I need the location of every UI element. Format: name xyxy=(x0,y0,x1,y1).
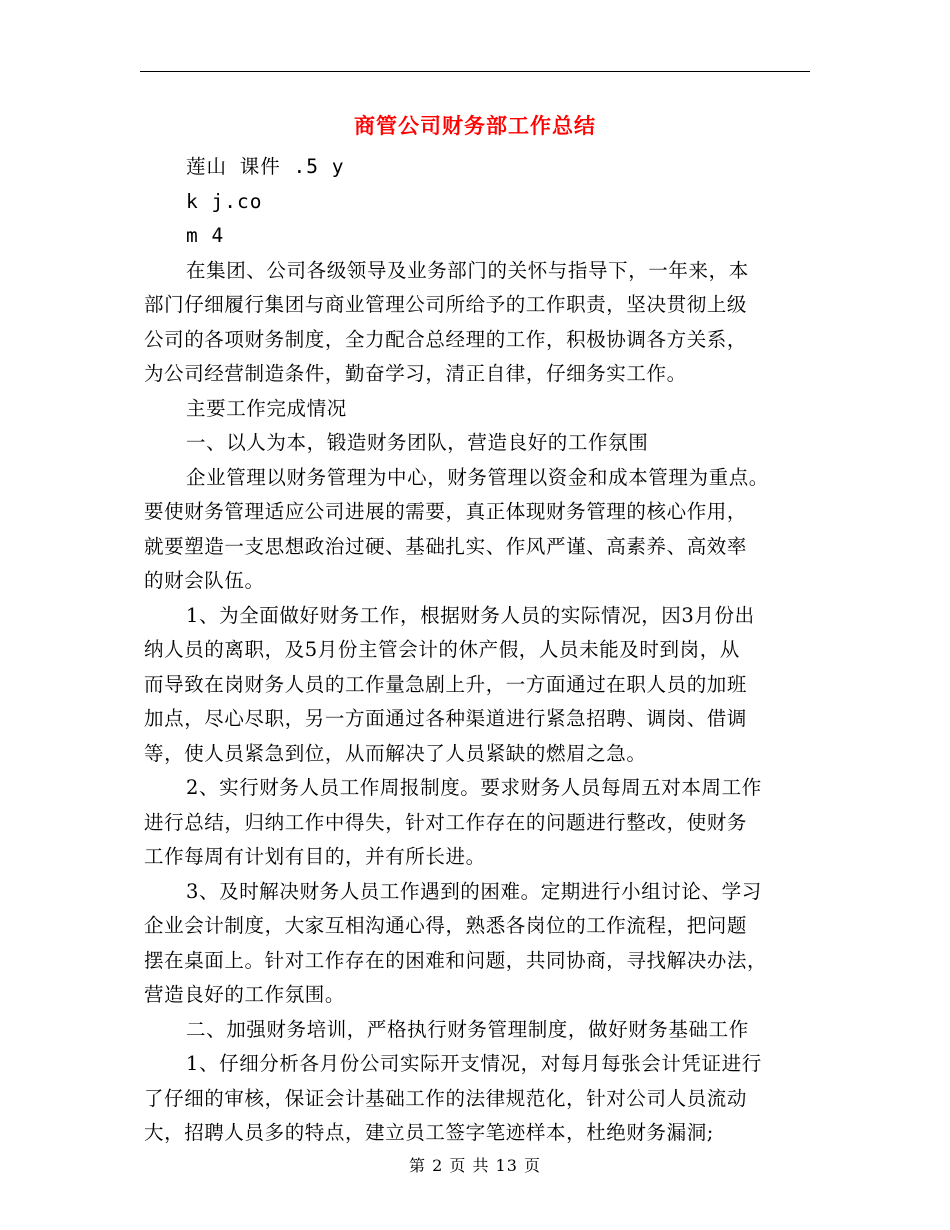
body-line: 就要塑造一支思想政治过硬、基础扎实、作风严谨、高素养、高效率 xyxy=(144,534,748,558)
body-line: 企业会计制度，大家互相沟通心得，熟悉各岗位的工作流程，把问题 xyxy=(144,914,748,937)
body-line: 加点，尽心尽职，另一方面通过各种渠道进行紧急招聘、调岗、借调 xyxy=(144,707,748,730)
body-line: 部门仔细履行集团与商业管理公司所给予的工作职责，坚决贯彻上级 xyxy=(144,293,748,316)
body-line: 要使财务管理适应公司进展的需要，真正体现财务管理的核心作用， xyxy=(144,500,748,523)
body-line: 大，招聘人员多的特点，建立员工签字笔迹样本，杜绝财务漏洞; xyxy=(144,1121,714,1144)
document-title: 商管公司财务部工作总结 xyxy=(354,113,596,138)
body-line: 在集团、公司各级领导及业务部门的关怀与指导下，一年来，本 xyxy=(186,258,749,282)
body-line: 而导致在岗财务人员的工作量急剧上升，一方面通过在职人员的加班 xyxy=(144,672,748,696)
body-line: 2、实行财务人员工作周报制度。要求财务人员每周五对本周工作 xyxy=(186,776,762,799)
body-line: 等，使人员紧急到位，从而解决了人员紧缺的燃眉之急。 xyxy=(144,741,647,765)
body-line: 的财会队伍。 xyxy=(144,569,265,592)
body-line: 纳人员的离职，及5月份主管会计的休产假，人员未能及时到岗，从 xyxy=(144,638,740,661)
body-line: 进行总结，归纳工作中得失，针对工作存在的问题进行整改，使财务 xyxy=(144,810,748,834)
body-line: 为公司经营制造条件，勤奋学习，清正自律，仔细务实工作。 xyxy=(144,362,687,385)
body-line: k j.co xyxy=(186,189,263,213)
document-body xyxy=(144,150,816,1151)
body-line: 3、及时解决财务人员工作遇到的困难。定期进行小组讨论、学习 xyxy=(186,879,762,903)
page-footer: 第 2 页 共 13 页 xyxy=(409,1156,541,1175)
header-rule xyxy=(140,71,810,72)
body-line: 1、为全面做好财务工作，根据财务人员的实际情况，因3月份出 xyxy=(186,603,755,627)
body-line: 企业管理以财务管理为中心，财务管理以资金和成本管理为重点。 xyxy=(186,465,769,489)
section-heading: 主要工作完成情况 xyxy=(186,396,347,420)
body-line: 工作每周有计划有目的，并有所长进。 xyxy=(144,845,486,868)
body-line: 公司的各项财务制度，全力配合总经理的工作，积极协调各方关系， xyxy=(144,327,748,351)
body-line: 摆在桌面上。针对工作存在的困难和问题，共同协商，寻找解决办法， xyxy=(144,948,768,972)
section-heading: 一、以人为本，锻造财务团队，营造良好的工作氛围 xyxy=(186,431,649,454)
body-line: 莲山 课件 .5 y xyxy=(186,155,345,178)
body-line: 了仔细的审核，保证会计基础工作的法律规范化，针对公司人员流动 xyxy=(144,1086,748,1110)
section-heading: 二、加强财务培训，严格执行财务管理制度，做好财务基础工作 xyxy=(186,1017,749,1041)
body-line: 营造良好的工作氛围。 xyxy=(144,983,346,1006)
body-line: 1、仔细分析各月份公司实际开支情况，对每月每张会计凭证进行 xyxy=(186,1052,762,1075)
body-line: m 4 xyxy=(186,224,225,247)
